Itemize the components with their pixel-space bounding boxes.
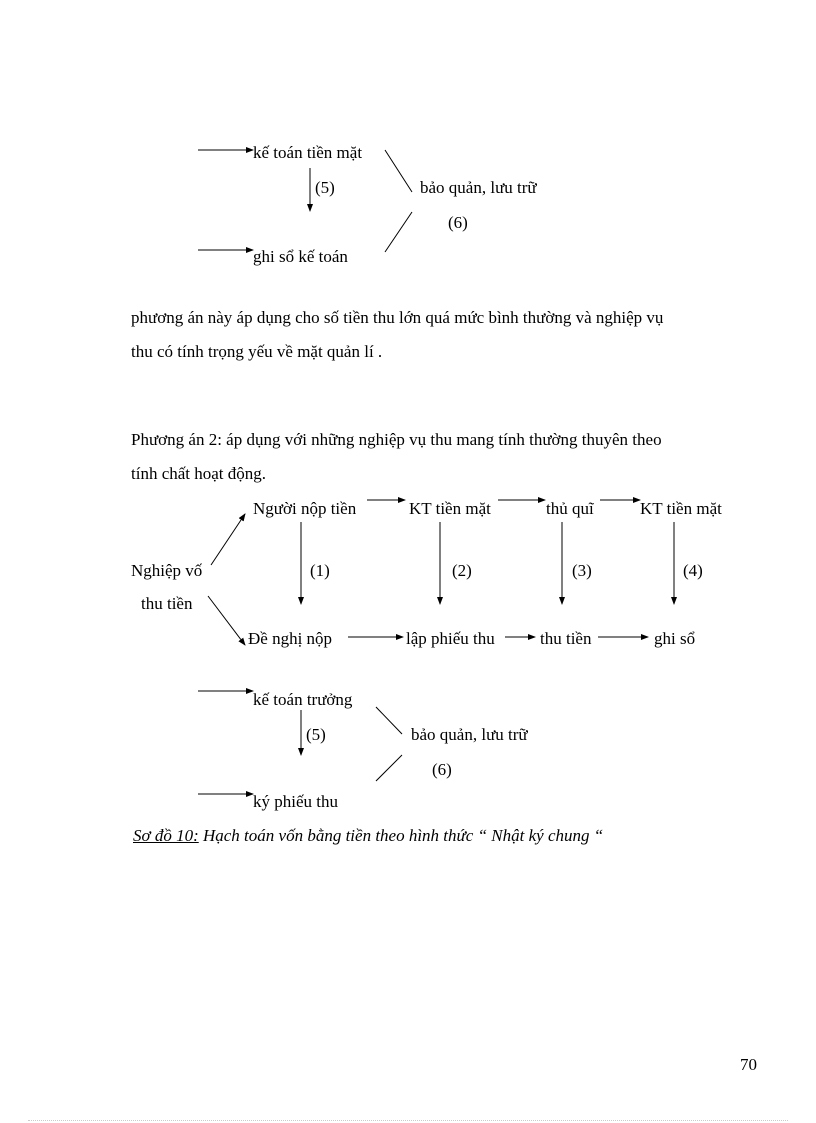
page-number: 70 [740,1055,757,1074]
step-label-5b: (5) [306,725,326,744]
node-kt-tien-mat-2: KT tiền mặt [640,499,722,518]
node-bao-quan-luu-tru-2: bảo quản, lưu trữ [411,725,528,744]
node-ke-toan-truong: kế toán trưởng [253,690,353,709]
paragraph-line: tính chất hoạt động. [131,464,267,483]
node-thu-qui: thủ quĩ [546,499,594,518]
step-label-5: (5) [315,178,335,197]
line-to-bao-quan-lower [385,212,412,252]
node-ghi-so-ke-toan: ghi sổ kế toán [253,247,348,266]
caption-text: Hạch toán vốn bằng tiền theo hình thức “ Nhật ký chung “ [198,826,604,845]
node-ky-phieu-thu: ký phiếu thu [253,792,338,811]
node-thu-tien: thu tiền [540,629,592,648]
step-label-4: (4) [683,561,703,580]
paragraph-phuong-an-1 [131,301,731,369]
node-nghiep-vo: Nghiệp vố [131,561,203,580]
line-to-bao-quan-upper [385,150,412,192]
line-to-bao-quan-upper-2 [376,707,402,734]
paragraph-line: thu có tính trọng yếu về mặt quản lí . [131,342,383,361]
paragraph-line: Phương án 2: áp dụng với những nghiệp vụ thu mang tính thường thuyên theo [131,430,662,449]
node-nguoi-nop-tien: Người nộp tiền [253,499,357,518]
node-bao-quan-luu-tru: bảo quản, lưu trữ [420,178,537,197]
arrow-to-nguoi-nop-tien [211,514,245,565]
figure-caption [133,826,603,846]
node-ke-toan-tien-mat: kế toán tiền mặt [253,143,363,162]
step-label-1: (1) [310,561,330,580]
node-lap-phieu-thu: lập phiếu thu [406,629,495,648]
node-de-nghi-nop: Đề nghị nộp [248,629,333,648]
node-kt-tien-mat-1: KT tiền mặt [409,499,491,518]
node-thu-tien-left: thu tiền [141,594,193,613]
paragraph-phuong-an-2 [131,423,731,491]
step-label-6b: (6) [432,760,452,779]
paragraph-line: phương án này áp dụng cho số tiền thu lớn quá mức bình thường và nghiệp vụ [131,308,664,327]
step-label-6: (6) [448,213,468,232]
line-to-bao-quan-lower-2 [376,755,402,781]
step-label-2: (2) [452,561,472,580]
page-footer-divider [28,1120,788,1121]
step-label-3: (3) [572,561,592,580]
caption-label: Sơ đồ 10: [133,826,199,845]
arrow-to-de-nghi-nop [208,596,245,645]
node-ghi-so: ghi sổ [654,629,696,648]
